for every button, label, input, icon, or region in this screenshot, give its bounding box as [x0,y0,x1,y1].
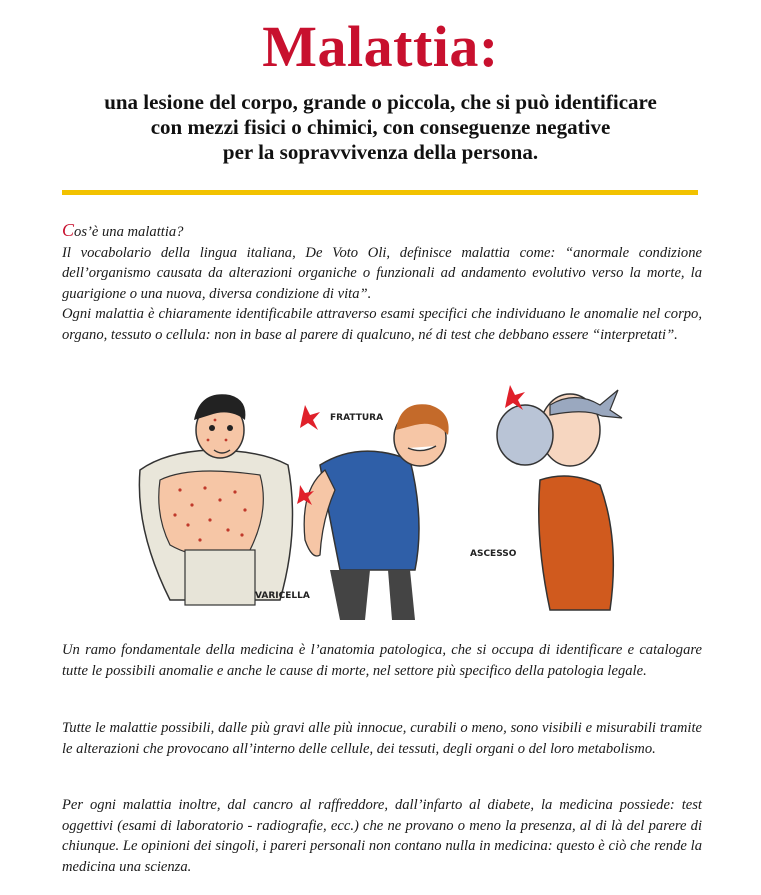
yellow-divider [62,190,698,195]
intro-question [62,220,702,243]
subtitle-line-3: per la sopravvivenza della persona. [222,140,539,164]
diseases-paragraph: Tutte le malattie possibili, dalle più gravi alle più innocue, curabili o meno, sono visibili e misurabili tramite le alterazioni che provocano all’interno delle cellule, dei tessuti, degli organi o del loro metabolismo. [62,720,702,757]
caption-ascesso: ASCESSO [470,549,517,559]
fracture-figure [297,404,449,620]
page-title: Malattia: [262,14,499,79]
illustration-three-patients [130,370,630,625]
page-subtitle [60,90,701,165]
abscess-figure [497,385,622,610]
diseases-paragraph-block [62,718,702,759]
caption-varicella: VARICELLA [255,591,310,601]
tests-paragraph-block [62,795,702,877]
question-drop-letter: C [62,220,75,240]
subtitle-line-2: con mezzi fisici o chimici, con conseguenze negative [150,115,611,139]
question-text: os’è una malattia? [74,224,184,240]
caption-frattura: FRATTURA [330,413,384,423]
tests-paragraph: Per ogni malattia inoltre, dal cancro al raffreddore, dall’infarto al diabete, la medicina possiede: test oggettivi (esami di laboratorio - radiografie, ecc.) che ne provano o meno la presenza, al di là del parere di chiunque. Le opinioni dei singoli, i pareri personali non contano nulla in medicina: questo è ciò che rende la medicina una scienza. [62,797,702,875]
intro-section [62,220,702,345]
anatomy-paragraph: Un ramo fondamentale della medicina è l’anatomia patologica, che si occupa di identificare e catalogare tutte le possibili anomalie e anche le cause di morte, nel settore più specifico della patologia legale. [62,642,702,679]
anatomy-paragraph-block [62,640,702,681]
identification-paragraph: Ogni malattia è chiaramente identificabile attraverso esami specifici che individuano le anomalie nel corpo, organo, tessuto o cellula: non in base al parere di qualcuno, né di test che debbano essere “interpretati”. [62,306,702,343]
varicella-figure [139,394,292,605]
definition-paragraph: Il vocabolario della lingua italiana, De Voto Oli, definisce malattia come: “anormale condizione dell’organismo causata da alterazioni organiche o funzionali ad andamento evolutivo verso la morte, la guarigione o una nuova, diversa condizione di vita”. [62,244,702,302]
subtitle-line-1: una lesione del corpo, grande o piccola, che si può identificare [104,90,657,114]
